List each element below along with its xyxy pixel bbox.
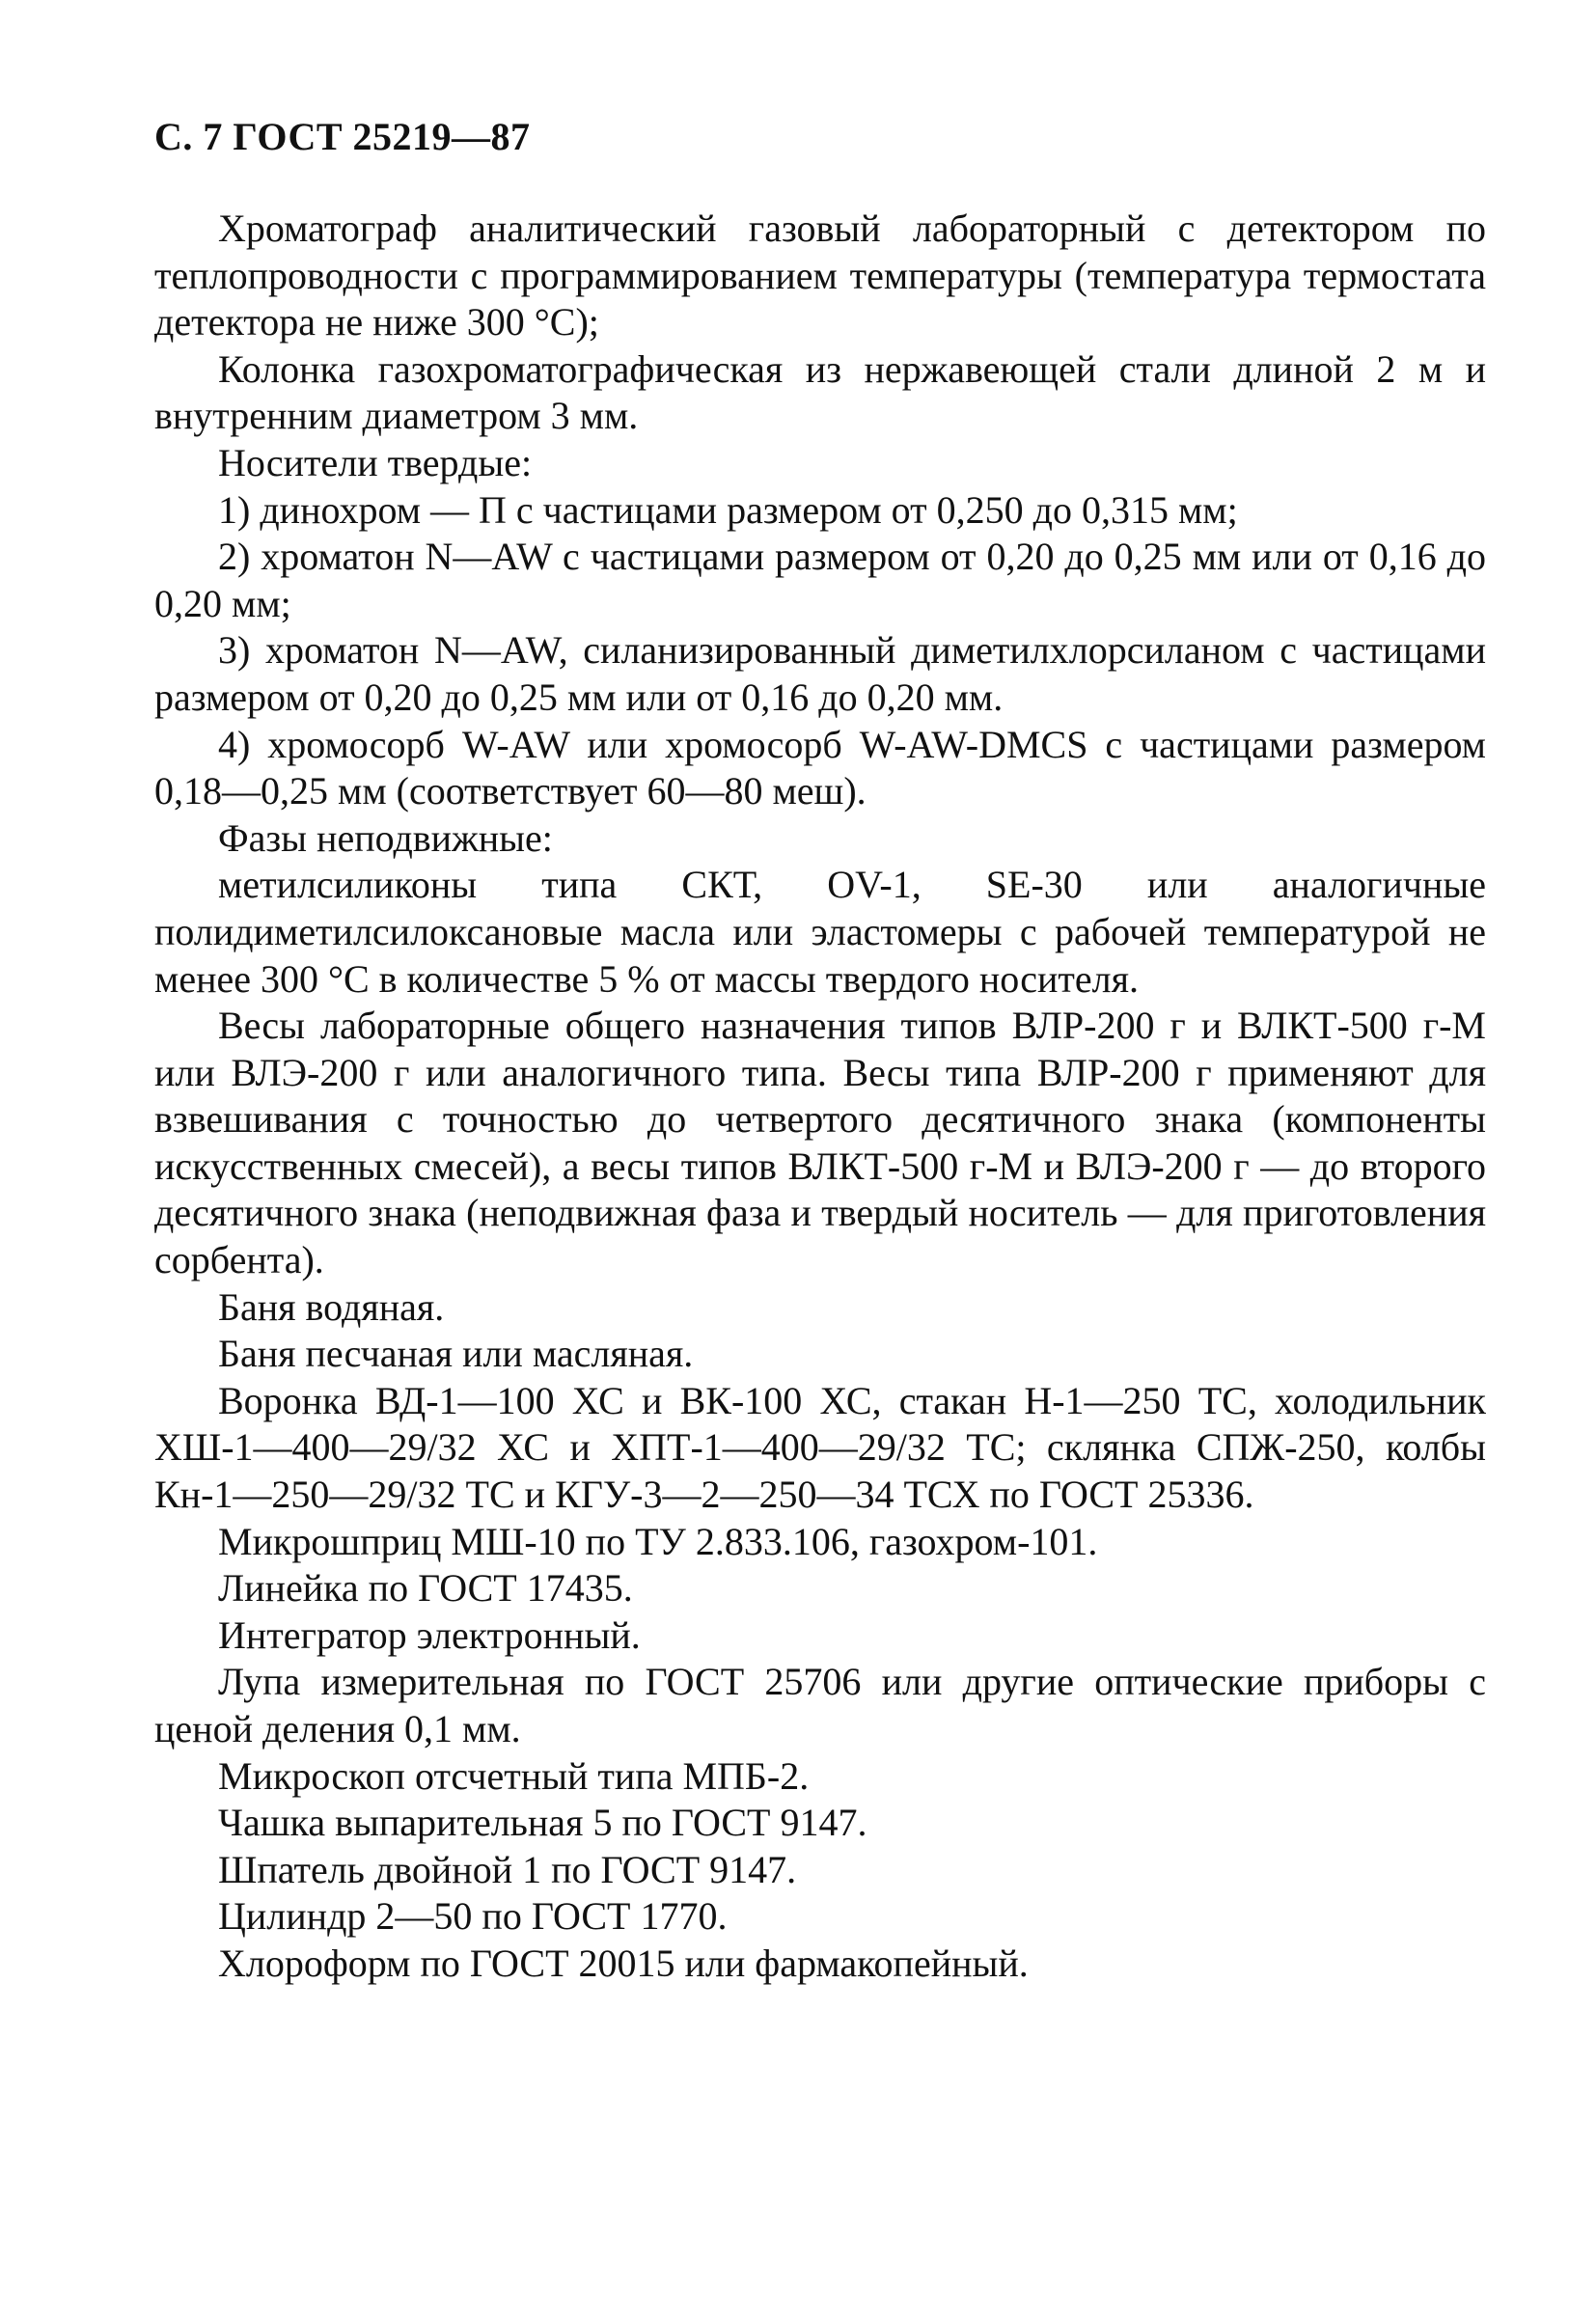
paragraph-evaporating-dish: Чашка выпарительная 5 по ГОСТ 9147. — [218, 1801, 867, 1845]
paragraph-carrier-2: 2) хроматон N—AW с частицами размером от 0,20 до 0,25 мм или от 0,16 до 0,20 мм; — [154, 535, 1486, 625]
paragraph-microscope: Микроскоп отсчетный типа МПБ-2. — [218, 1753, 810, 1798]
paragraph-phases-heading: Фазы неподвижные: — [218, 815, 553, 860]
paragraph-carrier-1: 1) динохром — П с частицами размером от 0,250 до 0,315 мм; — [218, 487, 1238, 532]
paragraph-carrier-4: 4) хромосорб W-AW или хромосорб W-AW-DMCS с частицами размером 0,18—0,25 мм (соответствует 60—80 меш). — [154, 722, 1486, 813]
paragraph-chromatograph: Хроматограф аналитический газовый лабораторный с детектором по теплопроводности с программированием температуры (температура термостата детектора не ниже 300 °С); — [154, 207, 1486, 344]
paragraph-magnifier: Лупа измерительная по ГОСТ 25706 или другие оптические приборы с ценой деления 0,1 мм. — [154, 1660, 1486, 1750]
paragraph-carriers-heading: Носители твердые: — [218, 440, 533, 484]
paragraph-glassware: Воронка ВД-1—100 ХС и ВК-100 ХС, стакан Н-1—250 ТС, холодильник ХШ-1—400—29/32 ХС и ХПТ-1—400—29/32 ТС; склянка СПЖ-250, колбы Кн-1—250—29/32 ТС и КГУ-3—2—250—34 ТСХ по ГОСТ 25336. — [154, 1378, 1486, 1517]
paragraph-column: Колонка газохроматографическая из нержавеющей стали длиной 2 м и внутренним диаметром 3 мм. — [154, 346, 1486, 438]
document-body — [154, 206, 1486, 1988]
paragraph-phases: метилсиликоны типа СКТ, OV-1, SE-30 или аналогичные полидиметилсилоксановые масла или эластомеры с рабочей температурой не менее 300 °С в количестве 5 % от массы твердого носителя. — [154, 863, 1486, 1001]
paragraph-sand-bath: Баня песчаная или масляная. — [218, 1332, 694, 1376]
page-header: С. 7 ГОСТ 25219—87 — [154, 115, 531, 158]
paragraph-chloroform: Хлороформ по ГОСТ 20015 или фармакопейный. — [218, 1941, 1029, 1985]
paragraph-integrator: Интегратор электронный. — [218, 1612, 641, 1657]
paragraph-microsyringe: Микрошприц МШ-10 по ТУ 2.833.106, газохром-101. — [218, 1519, 1098, 1563]
paragraph-ruler: Линейка по ГОСТ 17435. — [218, 1566, 633, 1611]
paragraph-cylinder: Цилиндр 2—50 по ГОСТ 1770. — [218, 1894, 728, 1939]
paragraph-carrier-3: 3) хроматон N—AW, силанизированный диметилхлорсиланом с частицами размером от 0,20 до 0,25 мм или от 0,16 до 0,20 мм. — [154, 628, 1486, 719]
paragraph-spatula: Шпатель двойной 1 по ГОСТ 9147. — [218, 1847, 797, 1891]
paragraph-scales: Весы лабораторные общего назначения типов ВЛР-200 г и ВЛКТ-500 г-М или ВЛЭ-200 г или аналогичного типа. Весы типа ВЛР-200 г применяют для взвешивания с точностью до четвертого десятичного знака (компоненты искусственных смесей), а весы типов ВЛКТ-500 г-М и ВЛЭ-200 г — до второго десятичного знака (неподвижная фаза и твердый носитель — для приготовления сорбента). — [154, 1004, 1486, 1282]
paragraph-water-bath: Баня водяная. — [218, 1284, 445, 1329]
